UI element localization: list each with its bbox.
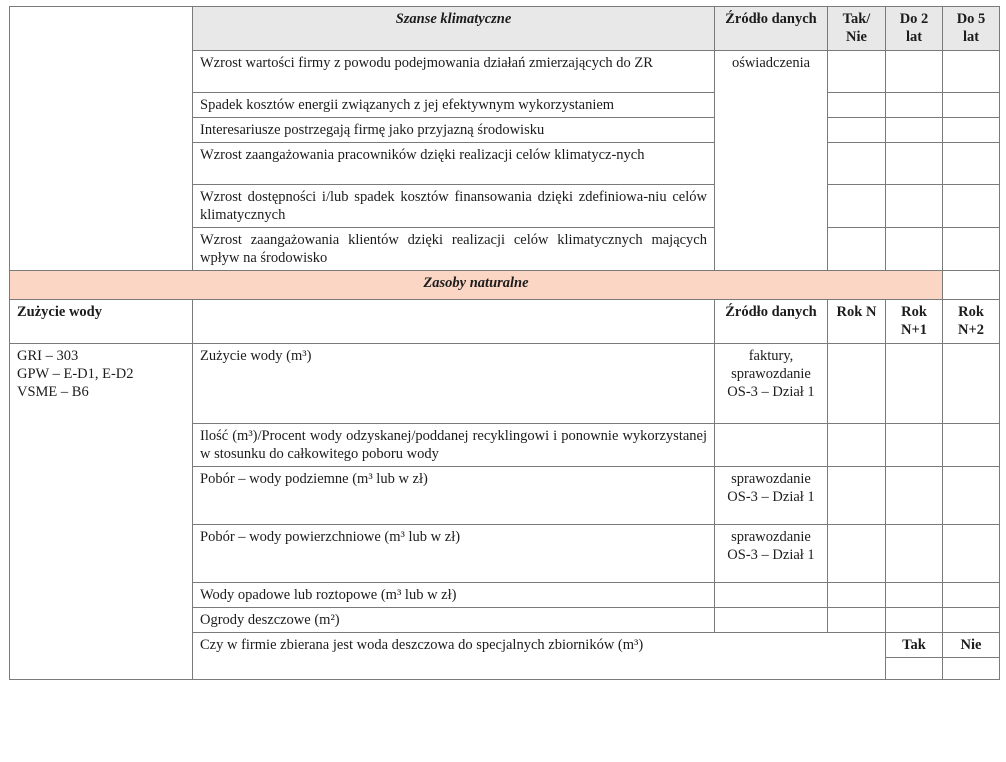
yes-no-cell[interactable] xyxy=(828,93,886,118)
rainwater-no-cell[interactable] xyxy=(943,658,1000,680)
two-year-column-header: Do 2 lat xyxy=(886,7,943,51)
natural-resources-band: Zasoby naturalne xyxy=(10,271,943,300)
rainwater-question: Czy w firmie zbierana jest woda deszczowa do specjalnych zbiorników (m³) xyxy=(193,633,886,680)
five-year-cell[interactable] xyxy=(943,118,1000,143)
climate-row-label: Wzrost wartości firmy z powodu podejmowania działań zmierzających do ZR xyxy=(193,51,715,93)
year-n-cell[interactable] xyxy=(828,424,886,467)
water-row-label: Pobór – wody podziemne (m³ lub w zł) xyxy=(193,467,715,525)
water-row-label: Ilość (m³)/Procent wody odzyskanej/poddanej recyklingowi i ponownie wykorzystanej w stosunku do całkowitego poboru wody xyxy=(193,424,715,467)
water-row-source xyxy=(715,424,828,467)
rainwater-no-header: Nie xyxy=(943,633,1000,658)
year-n2-cell[interactable] xyxy=(943,608,1000,633)
band-empty-cell xyxy=(943,271,1000,300)
five-year-column-header: Do 5 lat xyxy=(943,7,1000,51)
water-row-label: Zużycie wody (m³) xyxy=(193,344,715,424)
water-row-source: faktury, sprawozdanie OS-3 – Dział 1 xyxy=(715,344,828,424)
year-n-column-header: Rok N xyxy=(828,300,886,344)
year-n-cell[interactable] xyxy=(828,525,886,583)
two-year-cell[interactable] xyxy=(886,228,943,271)
five-year-cell[interactable] xyxy=(943,228,1000,271)
water-row-source: sprawozdanie OS-3 – Dział 1 xyxy=(715,467,828,525)
year-n1-cell[interactable] xyxy=(886,583,943,608)
two-year-cell[interactable] xyxy=(886,185,943,228)
water-row-source: sprawozdanie OS-3 – Dział 1 xyxy=(715,525,828,583)
climate-left-empty-cell xyxy=(10,7,193,271)
water-row-source xyxy=(715,583,828,608)
yes-no-cell[interactable] xyxy=(828,228,886,271)
year-n1-cell[interactable] xyxy=(886,344,943,424)
year-n1-column-header: Rok N+1 xyxy=(886,300,943,344)
climate-header-row xyxy=(10,7,1000,51)
water-source-column-header: Źródło danych xyxy=(715,300,828,344)
five-year-cell[interactable] xyxy=(943,93,1000,118)
year-n2-cell[interactable] xyxy=(943,344,1000,424)
year-n-cell[interactable] xyxy=(828,583,886,608)
water-row-source xyxy=(715,608,828,633)
year-n2-cell[interactable] xyxy=(943,525,1000,583)
two-year-cell[interactable] xyxy=(886,118,943,143)
year-n2-cell[interactable] xyxy=(943,467,1000,525)
year-n-cell[interactable] xyxy=(828,608,886,633)
five-year-cell[interactable] xyxy=(943,51,1000,93)
water-header-row xyxy=(10,300,1000,344)
year-n2-cell[interactable] xyxy=(943,424,1000,467)
year-n2-cell[interactable] xyxy=(943,583,1000,608)
year-n2-column-header: Rok N+2 xyxy=(943,300,1000,344)
five-year-cell[interactable] xyxy=(943,185,1000,228)
year-n1-cell[interactable] xyxy=(886,525,943,583)
yes-no-cell[interactable] xyxy=(828,118,886,143)
water-header-empty-cell xyxy=(193,300,715,344)
year-n1-cell[interactable] xyxy=(886,608,943,633)
water-section-label: Zużycie wody xyxy=(10,300,193,344)
water-row-label: Pobór – wody powierzchniowe (m³ lub w zł) xyxy=(193,525,715,583)
source-column-header: Źródło danych xyxy=(715,7,828,51)
water-row-label: Ogrody deszczowe (m²) xyxy=(193,608,715,633)
water-row-label: Wody opadowe lub roztopowe (m³ lub w zł) xyxy=(193,583,715,608)
standards-cell xyxy=(10,344,193,680)
climate-title: Szanse klimatyczne xyxy=(193,7,715,51)
year-n-cell[interactable] xyxy=(828,344,886,424)
year-n-cell[interactable] xyxy=(828,467,886,525)
climate-row-label: Wzrost dostępności i/lub spadek kosztów finansowania dzięki zdefiniowa-niu celów klimatycznych xyxy=(193,185,715,228)
two-year-cell[interactable] xyxy=(886,93,943,118)
water-row xyxy=(10,344,1000,424)
climate-row-label: Wzrost zaangażowania pracowników dzięki realizacji celów klimatycz-nych xyxy=(193,143,715,185)
year-n1-cell[interactable] xyxy=(886,424,943,467)
five-year-cell[interactable] xyxy=(943,143,1000,185)
yes-no-column-header: Tak/ Nie xyxy=(828,7,886,51)
rainwater-yes-cell[interactable] xyxy=(886,658,943,680)
climate-source-cell: oświadczenia xyxy=(715,51,828,271)
yes-no-cell[interactable] xyxy=(828,185,886,228)
climate-water-table xyxy=(9,6,1000,680)
yes-no-cell[interactable] xyxy=(828,51,886,93)
yes-no-cell[interactable] xyxy=(828,143,886,185)
rainwater-yes-header: Tak xyxy=(886,633,943,658)
standard-gpw: GPW – E-D1, E-D2 xyxy=(17,366,134,382)
climate-row-label: Interesariusze postrzegają firmę jako przyjazną środowisku xyxy=(193,118,715,143)
two-year-cell[interactable] xyxy=(886,143,943,185)
standard-vsme: VSME – B6 xyxy=(17,384,89,400)
climate-row-label: Spadek kosztów energii związanych z jej efektywnym wykorzystaniem xyxy=(193,93,715,118)
climate-row-label: Wzrost zaangażowania klientów dzięki realizacji celów klimatycznych mających wpływ na środowisko xyxy=(193,228,715,271)
natural-resources-band-row xyxy=(10,271,1000,300)
year-n1-cell[interactable] xyxy=(886,467,943,525)
standard-gri: GRI – 303 xyxy=(17,348,79,364)
two-year-cell[interactable] xyxy=(886,51,943,93)
